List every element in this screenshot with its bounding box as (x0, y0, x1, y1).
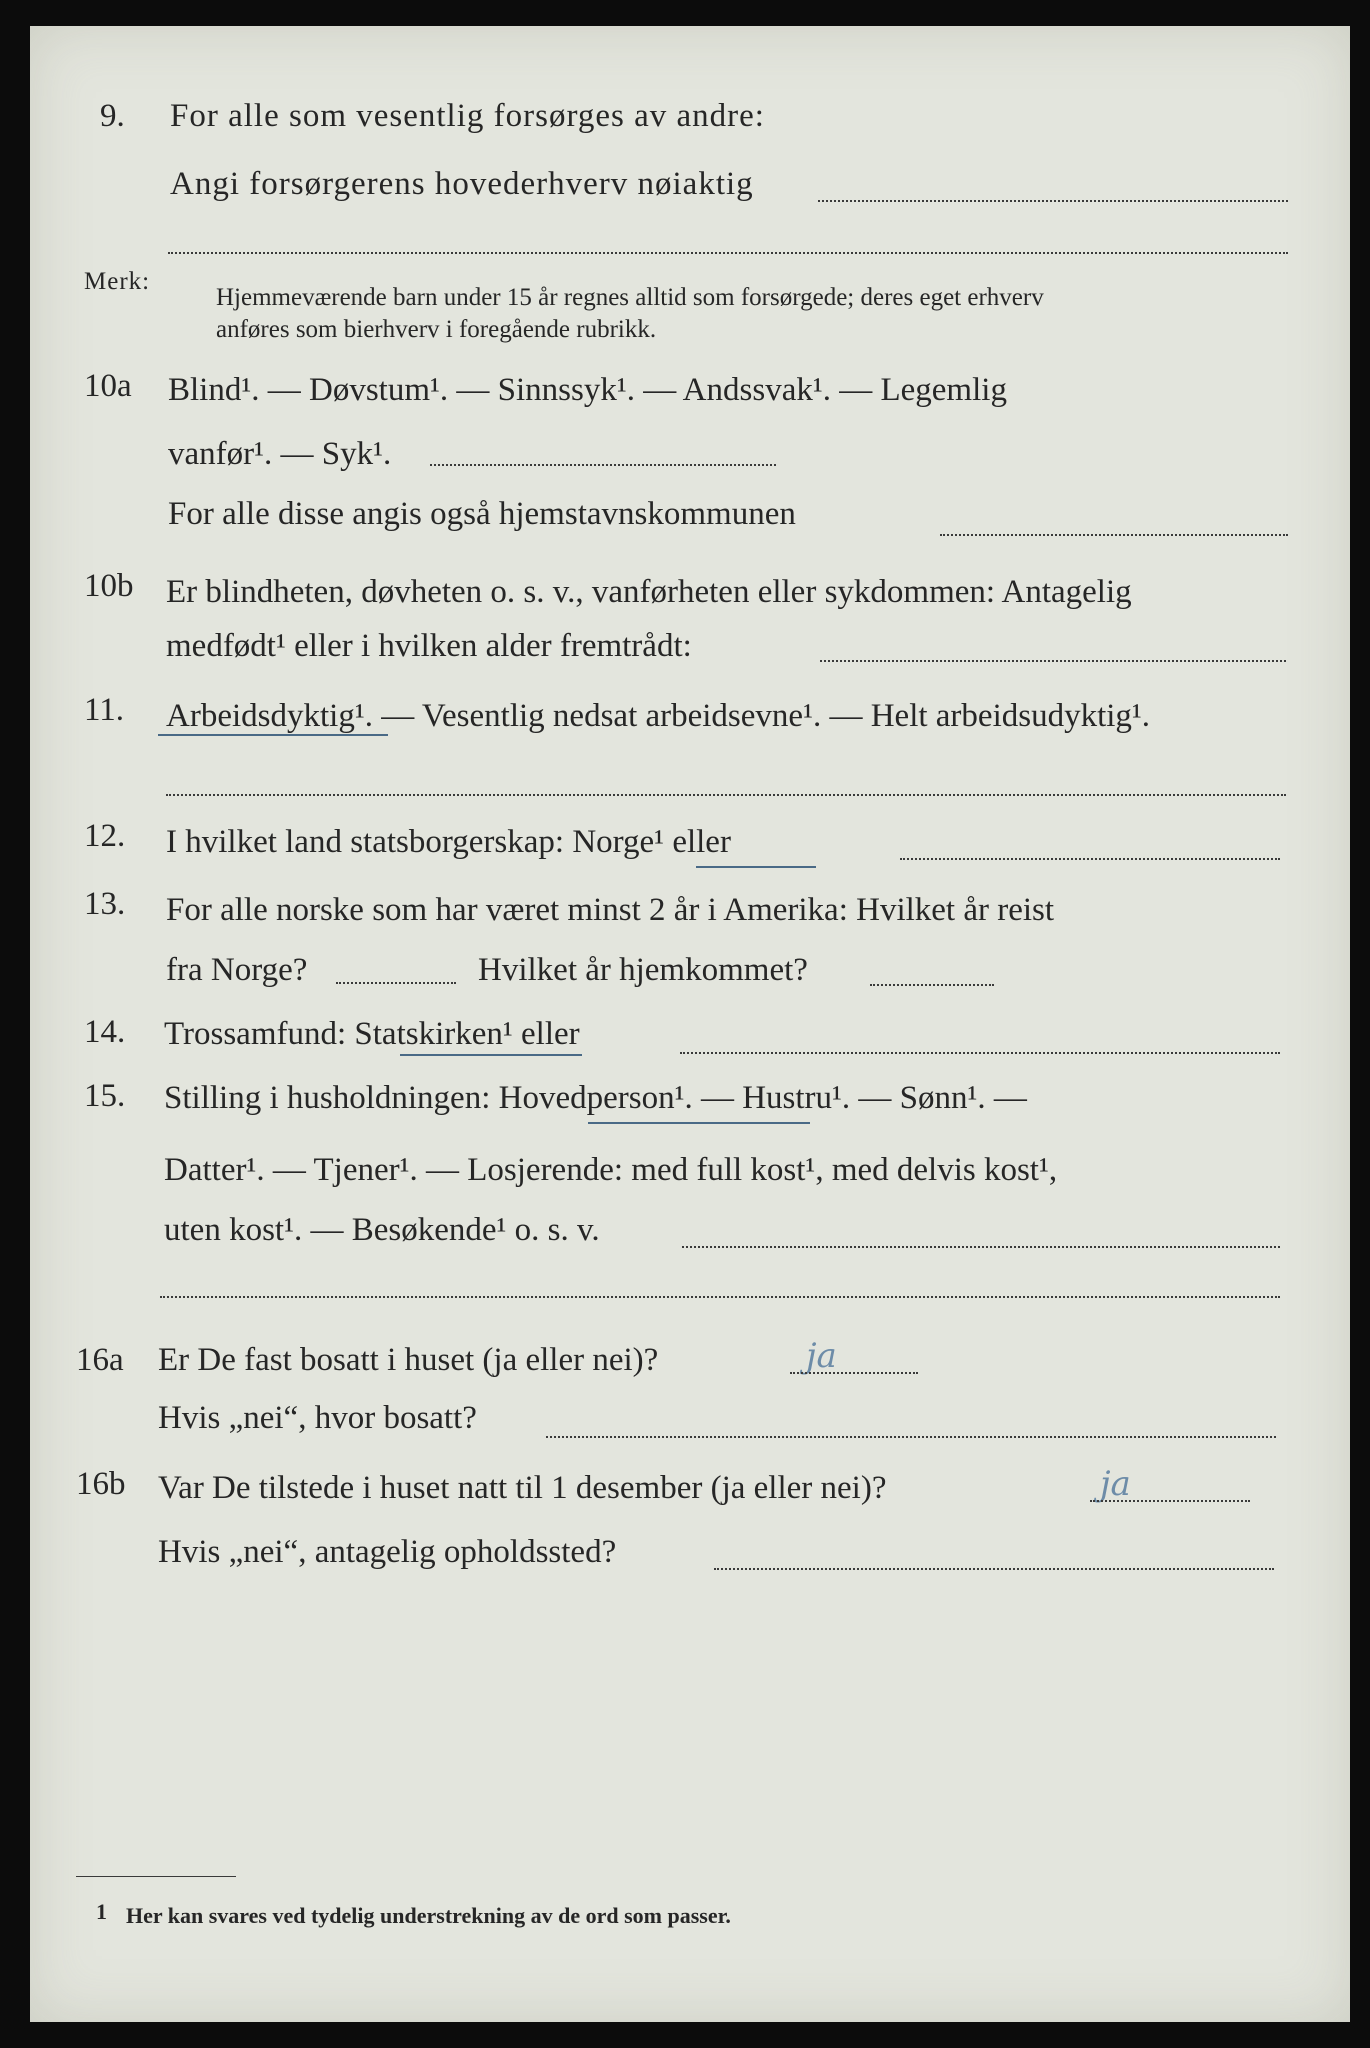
q16a-line2: Hvis „nei“, hvor bosatt? (158, 1400, 477, 1436)
q11-underline-answer (158, 734, 388, 736)
q16b-answer-line (1090, 1500, 1250, 1502)
q12-answer-line (900, 858, 1280, 860)
q13-line1: For alle norske som har været minst 2 år i Amerika: Hvilket år reist (166, 892, 1055, 928)
q14-line1: Trossamfund: Statskirken¹ eller (164, 1016, 580, 1052)
q15-underline-answer (588, 1122, 810, 1124)
q15-answer-line-2 (160, 1296, 1280, 1298)
q14-underline-answer (400, 1054, 582, 1056)
q13-line2a: fra Norge? (166, 952, 308, 988)
q10b-answer-line (820, 660, 1286, 662)
q14-answer-line (680, 1052, 1280, 1054)
q10a-home-line (940, 534, 1288, 536)
q16b-line2: Hvis „nei“, antagelig opholdssted? (158, 1534, 617, 1570)
q16a-number: 16a (76, 1342, 124, 1378)
q16b-where-line (714, 1568, 1274, 1570)
q9-line1: For alle som vesentlig forsørges av andre: (170, 98, 765, 134)
q15-line2: Datter¹. — Tjener¹. — Losjerende: med full kost¹, med delvis kost¹, (164, 1152, 1058, 1188)
footnote-rule (76, 1876, 236, 1877)
q13-year-returned-line (870, 984, 994, 986)
q9-answer-line (818, 200, 1288, 202)
q11-answer-line (166, 794, 1286, 796)
footnote-text: Her kan svares ved tydelig understrekning av de ord som passer. (126, 1903, 731, 1928)
merk-line2: anføres som bierhverv i foregående rubrikk. (216, 316, 657, 343)
q10b-number: 10b (84, 568, 134, 604)
q15-number: 15. (84, 1078, 126, 1114)
q11-line1: Arbeidsdyktig¹. — Vesentlig nedsat arbeidsevne¹. — Helt arbeidsudyktig¹. (166, 698, 1151, 734)
q11-number: 11. (84, 692, 125, 728)
q16b-handwritten-answer: ja (1100, 1464, 1131, 1504)
q16a-where-line (546, 1436, 1276, 1438)
footnote-mark: 1 (96, 1899, 107, 1924)
q13-year-left-line (336, 982, 456, 984)
q16a-handwritten-answer: ja (806, 1336, 837, 1376)
q10b-line2: medfødt¹ eller i hvilken alder fremtrådt: (166, 628, 692, 664)
q10b-line1: Er blindheten, døvheten o. s. v., vanførheten eller sykdommen: Antagelig (166, 574, 1132, 610)
q15-line3: uten kost¹. — Besøkende¹ o. s. v. (164, 1212, 600, 1248)
q15-answer-line (682, 1246, 1280, 1248)
q10a-line2: vanfør¹. — Syk¹. (168, 436, 392, 472)
q9-number: 9. (100, 98, 125, 134)
q12-line1: I hvilket land statsborgerskap: Norge¹ eller (166, 824, 731, 860)
q10a-number: 10a (84, 368, 132, 404)
q9-answer-line-2 (168, 252, 1288, 254)
merk-line1: Hjemmeværende barn under 15 år regnes alltid som forsørgede; deres eget erhverv (216, 284, 1044, 311)
q16b-line1: Var De tilstede i huset natt til 1 desember (ja eller nei)? (158, 1470, 887, 1506)
merk-label: Merk: (84, 268, 151, 295)
q16b-number: 16b (76, 1466, 126, 1502)
q12-number: 12. (84, 818, 126, 854)
q16a-line1: Er De fast bosatt i huset (ja eller nei)? (158, 1342, 659, 1378)
q12-underline-answer (696, 866, 816, 868)
q13-number: 13. (84, 886, 126, 922)
q9-line2: Angi forsørgerens hovederhverv nøiaktig (170, 166, 754, 202)
q10a-line3: For alle disse angis også hjemstavnskommunen (168, 496, 796, 532)
q10a-answer-line (430, 464, 776, 466)
q13-line2b: Hvilket år hjemkommet? (478, 952, 808, 988)
q15-line1: Stilling i husholdningen: Hovedperson¹. — Hustru¹. — Sønn¹. — (164, 1080, 1027, 1116)
q14-number: 14. (84, 1014, 126, 1050)
q16a-answer-line (790, 1372, 918, 1374)
q10a-line1: Blind¹. — Døvstum¹. — Sinnssyk¹. — Andssvak¹. — Legemlig (168, 372, 1007, 408)
